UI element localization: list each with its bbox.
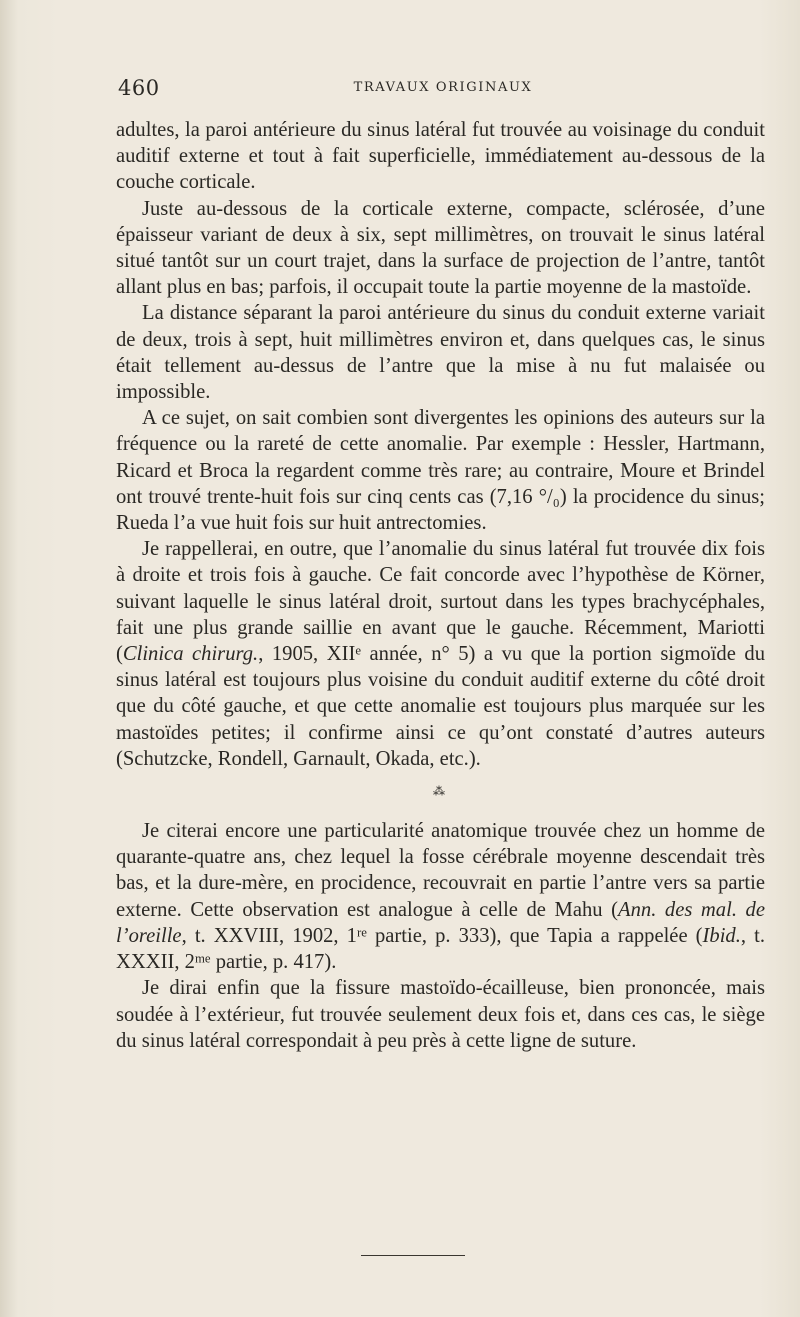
ibid-reference: Ibid. [702, 924, 741, 947]
paragraph: Je dirai enfin que la fissure mastoïdo-écailleuse, bien prononcée, mais soudée à l’extérieur, fut trouvée seulement deux fois et, dans ces cas, le siège du sinus latéral correspondait à peu près à cette ligne de suture. [116, 977, 765, 1052]
page-header [118, 76, 768, 106]
text-run: Je citerai encore une particularité anatomique trouvée chez un homme de quarante-quatre ans, chez lequel la fosse cérébrale moyenne descendait très bas, et la dure-mère, en procidence, recouvrait en partie l’antre vers sa partie externe. Cette observation est analogue à celle de Mahu ( [116, 820, 765, 921]
journal-title: Clinica chirurg. [122, 643, 259, 666]
text-run: partie, p. 417). [210, 951, 337, 974]
superscript: me [194, 951, 211, 966]
paragraph [116, 536, 765, 772]
running-title: TRAVAUX ORIGINAUX [353, 80, 533, 95]
text-run: , t. XXVIII, 1902, 1 [181, 924, 357, 947]
paragraph: Juste au-dessous de la corticale externe, compacte, sclérosée, d’une épaisseur variant de deux à six, sept millimètres, on trouvait le sinus latéral situé tantôt sur un court trajet, dans la surface de projection de l’antre, tantôt allant plus en bas; parfois, il occupait toute la partie moyenne de la mastoïde. [116, 197, 765, 299]
page-number: 460 [118, 76, 160, 100]
superscript: e [355, 643, 361, 658]
paragraph: A ce sujet, on sait combien sont divergentes les opinions des auteurs sur la fréquence ou la rareté de cette anomalie. Par exemple : Hessler, Hartmann, Ricard et Broca la regardent comme très rare; au contraire, Moure et Brindel ont trouvé trente-huit fois sur cinq cents cas (7,16 °/₀) la procidence du sinus; Rueda l’a vue huit fois sur huit antrectomies. [116, 407, 765, 535]
text-run: , 1905, XII [258, 643, 356, 666]
paragraph: adultes, la paroi antérieure du sinus latéral fut trouvée au voisinage du conduit auditif externe et tout à fait superficielle, immédiatement au-dessous de la couche corticale. [116, 119, 765, 194]
body-text [116, 117, 765, 1054]
section-separator: ⁂ [433, 784, 448, 799]
paragraph: La distance séparant la paroi antérieure du sinus du conduit externe variait de deux, trois à sept, huit millimètres environ et, dans quelques cas, le sinus était tellement au-dessus de l’antre que la mise à nu fut malaisée ou impossible. [116, 302, 765, 404]
text-run: partie, p. 333), que Tapia a rappelée ( [366, 924, 703, 947]
text-run: , t. XXXII, 2 [116, 924, 765, 974]
text-run: Je rappellerai, en outre, que l’anomalie du sinus latéral fut trouvée dix fois à droite et trois fois à gauche. Ce fait concorde avec l’hypothèse de Körner, suivant laquelle le sinus latéral droit, surtout dans les types brachycéphales, fait une plus grande saillie en avant que le gauche. Récemment, Mariotti ( [116, 538, 765, 666]
paragraph [116, 818, 765, 975]
superscript: re [356, 925, 367, 940]
journal-title: Ann. des mal. de l’oreille [116, 898, 765, 947]
text-run: année, n° 5) a vu que la portion sigmoïde du sinus latéral est toujours plus voisine du conduit auditif externe du côté droit que du côté gauche, et que cette anomalie est toujours plus marquée sur les mastoïdes petites; il confirme ainsi ce qu’ont constaté d’autres auteurs (Schutzcke, Rondell, Garnault, Okada, etc.). [116, 643, 765, 770]
end-rule [361, 1255, 465, 1256]
